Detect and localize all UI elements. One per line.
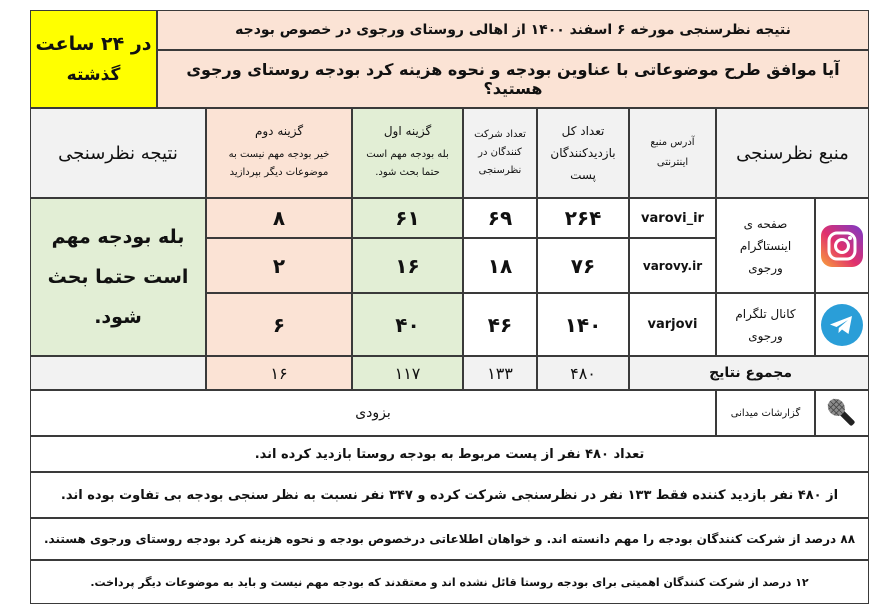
row-3-participants: ۴۶	[463, 293, 537, 356]
row-1-option-2: ۸	[206, 198, 352, 238]
source-telegram-label: کانال تلگرام ورجوی	[716, 293, 815, 356]
row-1-option-1: ۶۱	[352, 198, 463, 238]
total-option-1: ۱۱۷	[352, 356, 463, 390]
option-2-desc: خیر بودجه مهم نیست به موضوعات دیگر بپردازید	[228, 149, 330, 178]
totals-result-cell	[30, 356, 206, 390]
note-1: تعداد ۴۸۰ نفر از پست مربوط به بودجه روستا بازدید کرده اند.	[30, 436, 869, 472]
row-1-participants: ۶۹	[463, 198, 537, 238]
header-address: آدرس منبع اینترنتی	[629, 108, 716, 198]
field-report-label: گزارشات میدانی	[716, 390, 815, 436]
row-2-option-1: ۱۶	[352, 238, 463, 293]
survey-question: آیا موافق طرح موضوعاتی با عناوین بودجه و نحوه هزینه کرد بودجه روستای ورجوی هستید؟	[157, 50, 869, 108]
row-2-participants: ۱۸	[463, 238, 537, 293]
instagram-cell	[815, 198, 869, 293]
badge-line-1: در ۲۴ ساعت	[35, 33, 152, 55]
option-2-title: گزینه دوم	[254, 124, 304, 138]
header-option-1	[352, 108, 463, 198]
row-2-address: varovy.ir	[629, 238, 716, 293]
instagram-icon	[820, 224, 864, 268]
row-3-address: varjovi	[629, 293, 716, 356]
timeframe-badge	[30, 10, 157, 108]
note-4: ۱۲ درصد از شرکت کنندگان اهمیتی برای بودجه روستا قائل نشده اند و معتقدند که بودجه مهم نیست و باید به موضوعات دیگر پرداخت.	[30, 560, 869, 604]
header-option-2	[206, 108, 352, 198]
source-instagram-label: صفحه ی اینستاگرام ورجوی	[716, 198, 815, 293]
option-1-desc: بله بودجه مهم است حتما بحث شود.	[366, 149, 449, 178]
header-source: منبع نظرسنجی	[716, 108, 869, 198]
option-1-title: گزینه اول	[383, 124, 432, 138]
microphone-icon	[822, 393, 862, 433]
note-3: ۸۸ درصد از شرکت کنندگان بودجه را مهم دانسته اند. و خواهان اطلاعاتی درخصوص بودجه و نحوه هزینه کرد بودجه روستای ورجوی هستند.	[30, 518, 869, 560]
row-2-visitors: ۷۶	[537, 238, 629, 293]
result-text: بله بودجه مهم است حتما بحث شود.	[30, 198, 206, 356]
telegram-icon	[820, 303, 864, 347]
row-1-visitors: ۲۶۴	[537, 198, 629, 238]
header-result: نتیجه نظرسنجی	[30, 108, 206, 198]
totals-label: مجموع نتایج	[629, 356, 869, 390]
total-option-2: ۱۶	[206, 356, 352, 390]
survey-title: نتیجه نظرسنجی مورخه ۶ اسفند ۱۴۰۰ از اهالی روستای ورجوی در خصوص بودجه	[157, 10, 869, 50]
row-3-option-2: ۶	[206, 293, 352, 356]
microphone-cell	[815, 390, 869, 436]
total-visitors: ۴۸۰	[537, 356, 629, 390]
field-report-value: بزودی	[30, 390, 716, 436]
row-3-option-1: ۴۰	[352, 293, 463, 356]
header-participants: تعداد شرکت کنندگان در نظرسنجی	[463, 108, 537, 198]
row-2-option-2: ۲	[206, 238, 352, 293]
note-2: از ۴۸۰ نفر بازدید کننده فقط ۱۳۳ نفر در نظرسنجی شرکت کرده و ۳۴۷ نفر نسبت به نظر سنجی بودجه بی تفاوت بوده اند.	[30, 472, 869, 518]
row-1-address: varovi_ir	[629, 198, 716, 238]
total-participants: ۱۳۳	[463, 356, 537, 390]
row-3-visitors: ۱۴۰	[537, 293, 629, 356]
telegram-cell	[815, 293, 869, 356]
header-visitors: تعداد کل بازدیدکنندگان پست	[537, 108, 629, 198]
badge-line-2: گذشته	[66, 65, 121, 85]
